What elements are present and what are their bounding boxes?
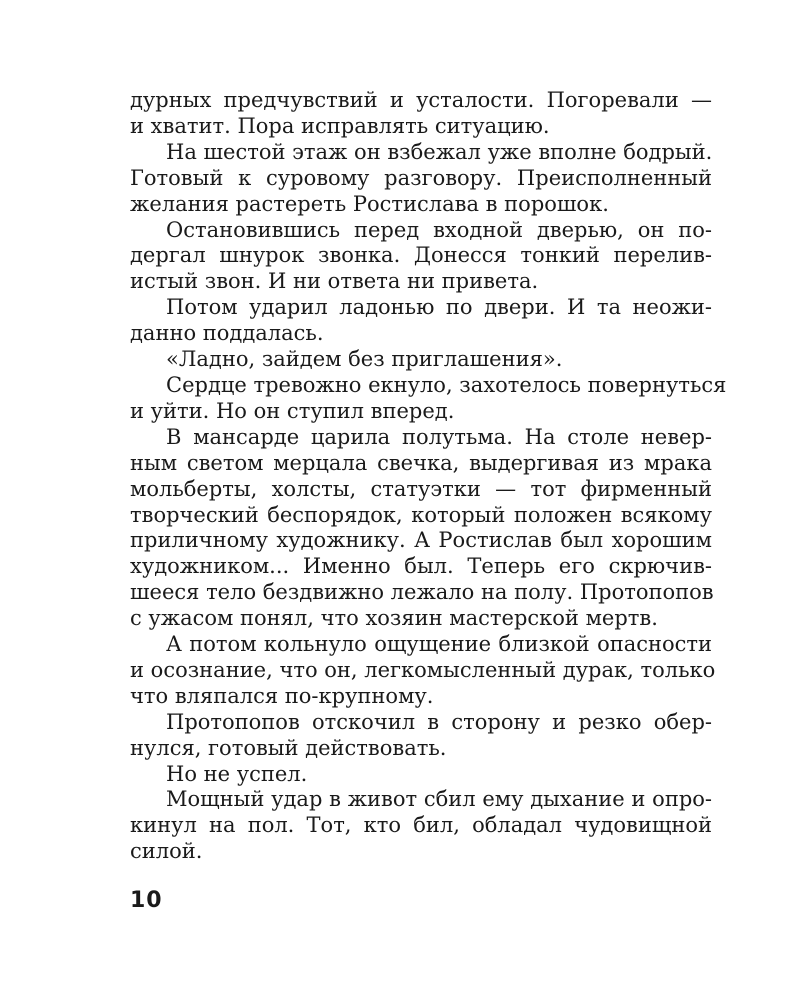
paragraph	[130, 425, 712, 632]
paragraph	[130, 710, 712, 762]
text-line: силой.	[130, 839, 203, 864]
text-line: данно поддалась.	[130, 321, 324, 346]
text-line: На шестой этаж он взбежал уже вполне бодрый.	[166, 139, 713, 164]
text-line: Мощный удар в живот сбил ему дыхание и опро-	[166, 787, 712, 812]
text-line: истый звон. И ни ответа ни привета.	[130, 269, 539, 294]
text-line: творческий беспорядок, который положен всякому	[130, 502, 712, 527]
text-line: Но не успел.	[166, 761, 308, 786]
text-line: приличному художнику. А Ростислав был хорошим	[130, 528, 712, 553]
paragraph	[130, 632, 716, 710]
paragraph	[130, 787, 712, 865]
text-line: кинул на пол. Тот, кто бил, обладал чудовищной	[130, 813, 712, 838]
paragraph	[130, 762, 712, 788]
text-line: Потом ударил ладонью по двери. И та неожи-	[166, 295, 712, 320]
text-line: шееся тело бездвижно лежало на полу. Протопопов	[130, 580, 714, 605]
text-line: художником... Именно был. Теперь его скрючив-	[130, 554, 712, 579]
text-line: и хватит. Пора исправлять ситуацию.	[130, 113, 550, 138]
text-line: дергал шнурок звонка. Донесся тонкий перелив-	[130, 243, 712, 268]
text-line: Готовый к суровому разговору. Преисполненный	[130, 165, 712, 190]
page-number: 10	[130, 888, 163, 913]
text-line: и осознание, что он, легкомысленный дурак, только	[130, 657, 716, 682]
text-line: с ужасом понял, что хозяин мастерской мертв.	[130, 606, 658, 631]
paragraph	[130, 88, 712, 140]
paragraph	[130, 347, 712, 373]
text-line: Сердце тревожно екнуло, захотелось повернуться	[166, 372, 727, 397]
text-line: мольберты, холсты, статуэтки — тот фирменный	[130, 476, 712, 501]
text-line: что вляпался по-крупному.	[130, 683, 434, 708]
paragraph	[130, 372, 727, 425]
text-line: нулся, готовый действовать.	[130, 735, 447, 760]
text-line: ным светом мерцала свечка, выдергивая из мрака	[130, 450, 712, 475]
text-line: и уйти. Но он ступил вперед.	[130, 398, 455, 423]
paragraph	[130, 295, 712, 347]
text-line: «Ладно, зайдем без приглашения».	[166, 347, 563, 372]
text-line: желания растереть Ростислава в порошок.	[130, 191, 609, 216]
paragraph	[130, 140, 712, 218]
text-line: В мансарде царила полутьма. На столе невер-	[166, 424, 712, 449]
text-line: дурных предчувствий и усталости. Погоревали —	[130, 88, 712, 112]
text-line: Остановившись перед входной дверью, он по-	[166, 217, 712, 242]
text-line: А потом кольнуло ощущение близкой опасности	[166, 632, 712, 657]
paragraph	[130, 218, 712, 296]
book-page-body	[130, 88, 727, 865]
text-line: Протопопов отскочил в сторону и резко обер-	[166, 709, 712, 734]
